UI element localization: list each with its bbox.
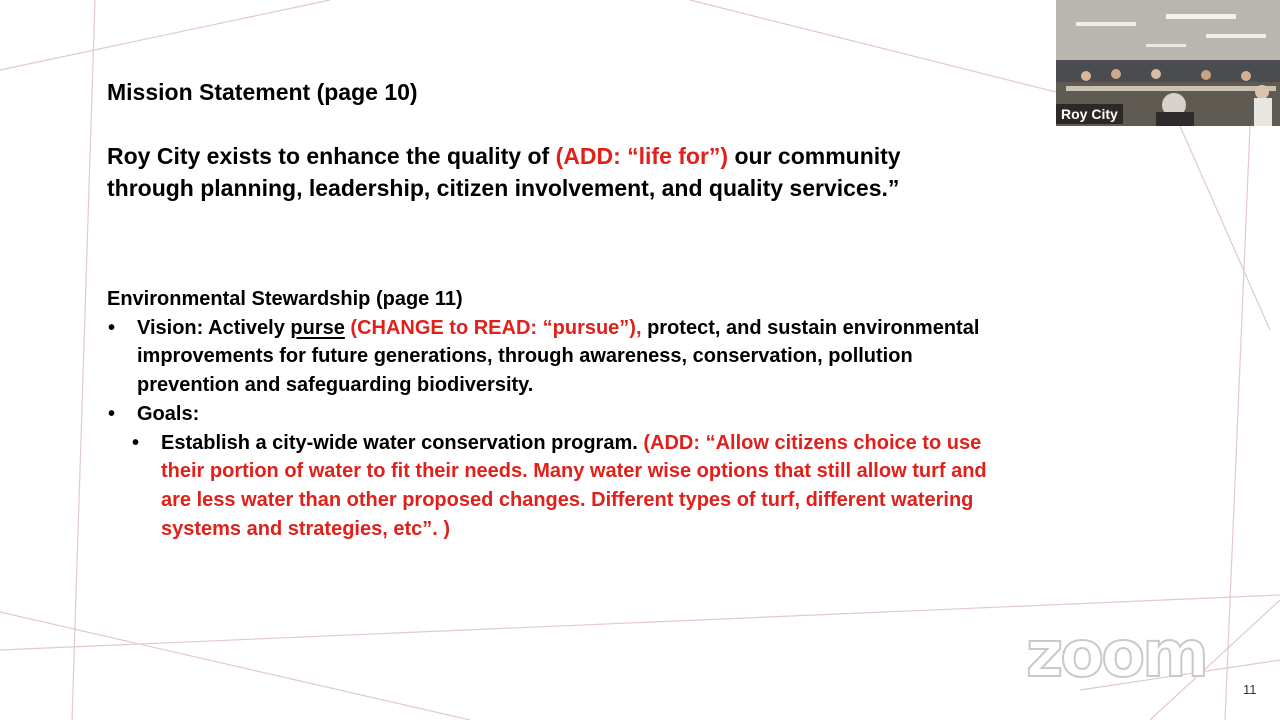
goal-line-1: [161, 432, 981, 455]
deco-line: [1180, 126, 1270, 330]
zoom-watermark-logo: zoom: [1026, 618, 1206, 692]
vision-line-3: prevention and safeguarding biodiversity.: [137, 374, 534, 396]
goal-addition: (ADD: “Allow citizens choice to use: [643, 432, 982, 454]
deco-line: [690, 0, 1056, 92]
deco-line: [0, 0, 330, 70]
sub-bullet-marker: •: [132, 432, 140, 454]
deco-line: [0, 612, 470, 720]
goal-line-3: are less water than other proposed changes. Different types of turf, different watering: [161, 489, 974, 511]
bullet-marker: •: [108, 317, 116, 339]
bullet-marker: •: [108, 403, 116, 425]
participant-name-label: Roy City: [1056, 104, 1123, 124]
mission-statement-line-2: through planning, leadership, citizen involvement, and quality services.”: [107, 175, 900, 201]
vision-line-1: [137, 317, 979, 340]
goal-text: Establish a city-wide water conservation program.: [161, 432, 644, 454]
vision-line-2: improvements for future generations, through awareness, conservation, pollution: [137, 345, 913, 367]
vision-underlined-word: purse: [290, 317, 345, 339]
vision-text: protect, and sustain environmental: [641, 317, 980, 339]
mission-heading: Mission Statement (page 10): [107, 79, 418, 105]
mission-text: Roy City exists to enhance the quality of: [107, 143, 556, 169]
slide-page-number: 11: [1243, 682, 1257, 697]
mission-addition: (ADD: “life for”): [555, 143, 729, 169]
vision-text: Vision: Actively: [137, 317, 291, 339]
goal-line-4: systems and strategies, etc”. ): [161, 518, 451, 540]
deco-line: [72, 0, 95, 720]
vision-change-note: (CHANGE to READ: “pursue”),: [350, 317, 642, 339]
mission-text: our community: [728, 143, 901, 169]
participant-video-thumbnail[interactable]: [1056, 0, 1280, 126]
mission-statement-line-1: [107, 143, 901, 170]
goals-label: Goals:: [137, 403, 200, 425]
environmental-heading: Environmental Stewardship (page 11): [107, 288, 463, 310]
goal-line-2: their portion of water to fit their needs. Many water wise options that still allow turf and: [161, 460, 987, 482]
